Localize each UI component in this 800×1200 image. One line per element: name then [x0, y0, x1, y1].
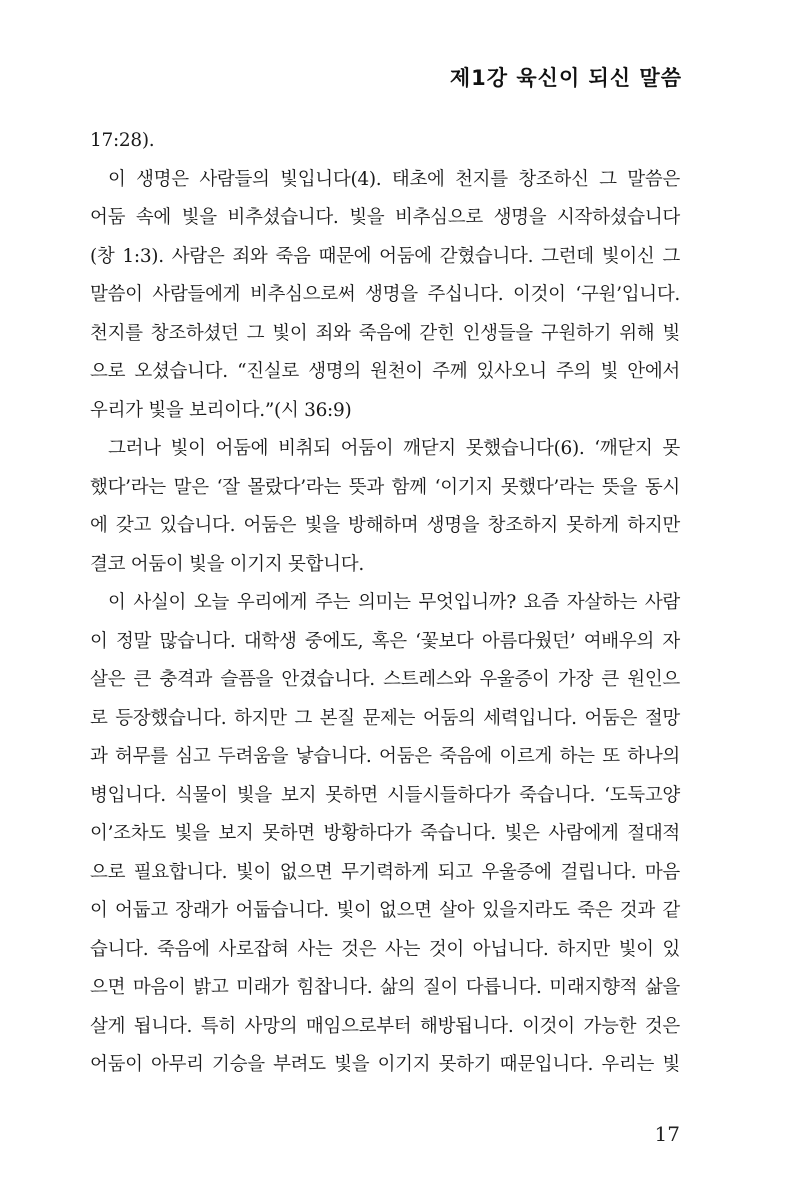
running-header: 제1강 육신이 되신 말씀 — [449, 66, 682, 90]
text-line: 이 어둡고 장래가 어둡습니다. 빛이 없으면 살아 있을지라도 죽은 것과 같 — [90, 900, 680, 921]
text-line: 어둠 속에 빛을 비추셨습니다. 빛을 비추심으로 생명을 시작하셨습니다 — [90, 207, 680, 228]
text-line: 으로 필요합니다. 빛이 없으면 무기력하게 되고 우울증에 걸립니다. 마음 — [90, 861, 680, 883]
text-line: 17:28). — [90, 130, 155, 151]
text-line: 으로 오셨습니다. “진실로 생명의 원천이 주께 있사오니 주의 빛 안에서 — [90, 361, 680, 382]
text-line: 말씀이 사람들에게 비추심으로써 생명을 주십니다. 이것이 ‘구원’입니다. — [90, 284, 680, 305]
text-line: 로 등장했습니다. 하지만 그 본질 문제는 어둠의 세력입니다. 어둠은 절망 — [90, 707, 680, 729]
text-line: 천지를 창조하셨던 그 빛이 죄와 죽음에 갇힌 인생들을 구원하기 위해 빛 — [90, 322, 680, 344]
text-line: 살게 됩니다. 특히 사망의 매임으로부터 해방됩니다. 이것이 가능한 것은 — [90, 1015, 680, 1037]
text-line: 과 허무를 심고 두려움을 낳습니다. 어둠은 죽음에 이르게 하는 또 하나의 — [90, 746, 680, 767]
text-line: 그러나 빛이 어둠에 비취되 어둠이 깨닫지 못했습니다(6). ‘깨닫지 못 — [108, 438, 680, 459]
text-line: 이 정말 많습니다. 대학생 중에도, 혹은 ‘꽃보다 아름다웠던’ 여배우의 자 — [90, 630, 680, 652]
text-line: 병입니다. 식물이 빛을 보지 못하면 시들시들하다가 죽습니다. ‘도둑고양 — [90, 784, 680, 806]
text-line: 살은 큰 충격과 슬픔을 안겼습니다. 스트레스와 우울증이 가장 큰 원인으 — [90, 669, 680, 690]
text-line: 어둠이 아무리 기승을 부려도 빛을 이기지 못하기 때문입니다. 우리는 빛 — [90, 1054, 680, 1075]
page-number: 17 — [654, 1122, 680, 1146]
text-line: 이’조차도 빛을 보지 못하면 방황하다가 죽습니다. 빛은 사람에게 절대적 — [90, 823, 680, 844]
text-line: 우리가 빛을 보리이다.”(시 36:9) — [90, 399, 352, 421]
text-line: 이 사실이 오늘 우리에게 주는 의미는 무엇입니까? 요즘 자살하는 사람 — [108, 592, 680, 613]
text-line: 이 생명은 사람들의 빛입니다(4). 태초에 천지를 창조하신 그 말씀은 — [108, 168, 680, 190]
text-line: 결코 어둠이 빛을 이기지 못합니다. — [90, 553, 364, 575]
text-line: 습니다. 죽음에 사로잡혀 사는 것은 사는 것이 아닙니다. 하지만 빛이 있 — [90, 938, 680, 960]
text-line: 으면 마음이 밝고 미래가 힘찹니다. 삶의 질이 다릅니다. 미래지향적 삶을 — [90, 977, 680, 998]
text-line: (창 1:3). 사람은 죄와 죽음 때문에 어둠에 갇혔습니다. 그런데 빛이신 그 — [90, 245, 680, 267]
body-text — [90, 122, 680, 1085]
text-line: 했다’라는 말은 ‘잘 몰랐다’라는 뜻과 함께 ‘이기지 못했다’라는 뜻을 동시 — [90, 476, 680, 498]
text-line: 에 갖고 있습니다. 어둠은 빛을 방해하며 생명을 창조하지 못하게 하지만 — [90, 515, 680, 536]
